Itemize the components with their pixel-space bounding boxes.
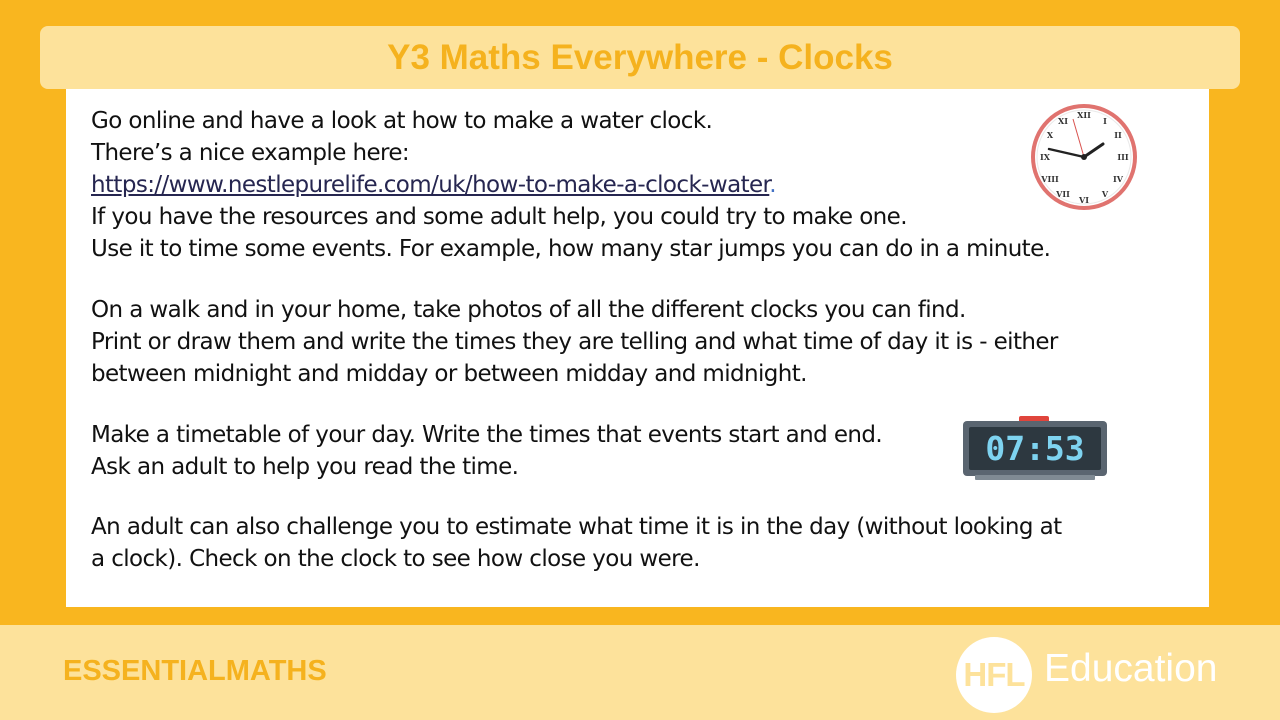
svg-text:XI: XI [1058,116,1068,126]
p1-line5: Use it to time some events. For example, how many star jumps you can do in a minute. [91,236,1051,262]
svg-text:VIII: VIII [1041,174,1059,184]
p1-line1: Go online and have a look at how to make a water clock. [91,108,713,134]
p2-line1: On a walk and in your home, take photos of all the different clocks you can find. [91,297,966,323]
content-panel [66,89,1209,607]
analog-clock-icon [1029,102,1139,212]
hfl-logo-text: Education [1044,647,1218,690]
p2-line3: between midnight and midday or between midday and midnight. [91,361,807,387]
svg-text:XII: XII [1077,110,1091,120]
hfl-logo-initials: HFL [963,656,1025,693]
p3-line2: Ask an adult to help you read the time. [91,454,519,480]
svg-text:VI: VI [1079,195,1089,205]
svg-text:III: III [1117,152,1129,162]
title-banner [40,26,1240,89]
link-suffix: . [769,172,777,198]
p2-line2: Print or draw them and write the times they are telling and what time of day it is - either [91,329,1058,355]
digital-clock-icon [961,414,1109,482]
p1-link-line [91,169,1171,201]
svg-text:V: V [1101,189,1109,199]
instructions-text [91,105,1171,575]
svg-text:II: II [1114,130,1122,140]
svg-text:X: X [1046,130,1054,140]
svg-text:IV: IV [1113,174,1123,184]
p1-line2: There’s a nice example here: [91,140,410,166]
svg-text:VII: VII [1056,189,1070,199]
p4-line1: An adult can also challenge you to estimate what time it is in the day (without looking at [91,514,1062,540]
page-title: Y3 Maths Everywhere - Clocks [387,37,893,77]
brand-name: ESSENTIALMATHS [63,655,327,687]
p3-line1: Make a timetable of your day. Write the times that events start and end. [91,422,883,448]
p4-line2: a clock). Check on the clock to see how close you were. [91,546,700,572]
digital-clock-time: 07:53 [985,429,1085,468]
footer-bar [0,625,1280,720]
svg-text:IX: IX [1040,152,1050,162]
p1-line4: If you have the resources and some adult help, you could try to make one. [91,204,907,230]
water-clock-link[interactable]: https://www.nestlepurelife.com/uk/how-to-make-a-clock-water [91,172,770,198]
svg-text:I: I [1103,116,1107,126]
hfl-logo [956,637,1032,713]
